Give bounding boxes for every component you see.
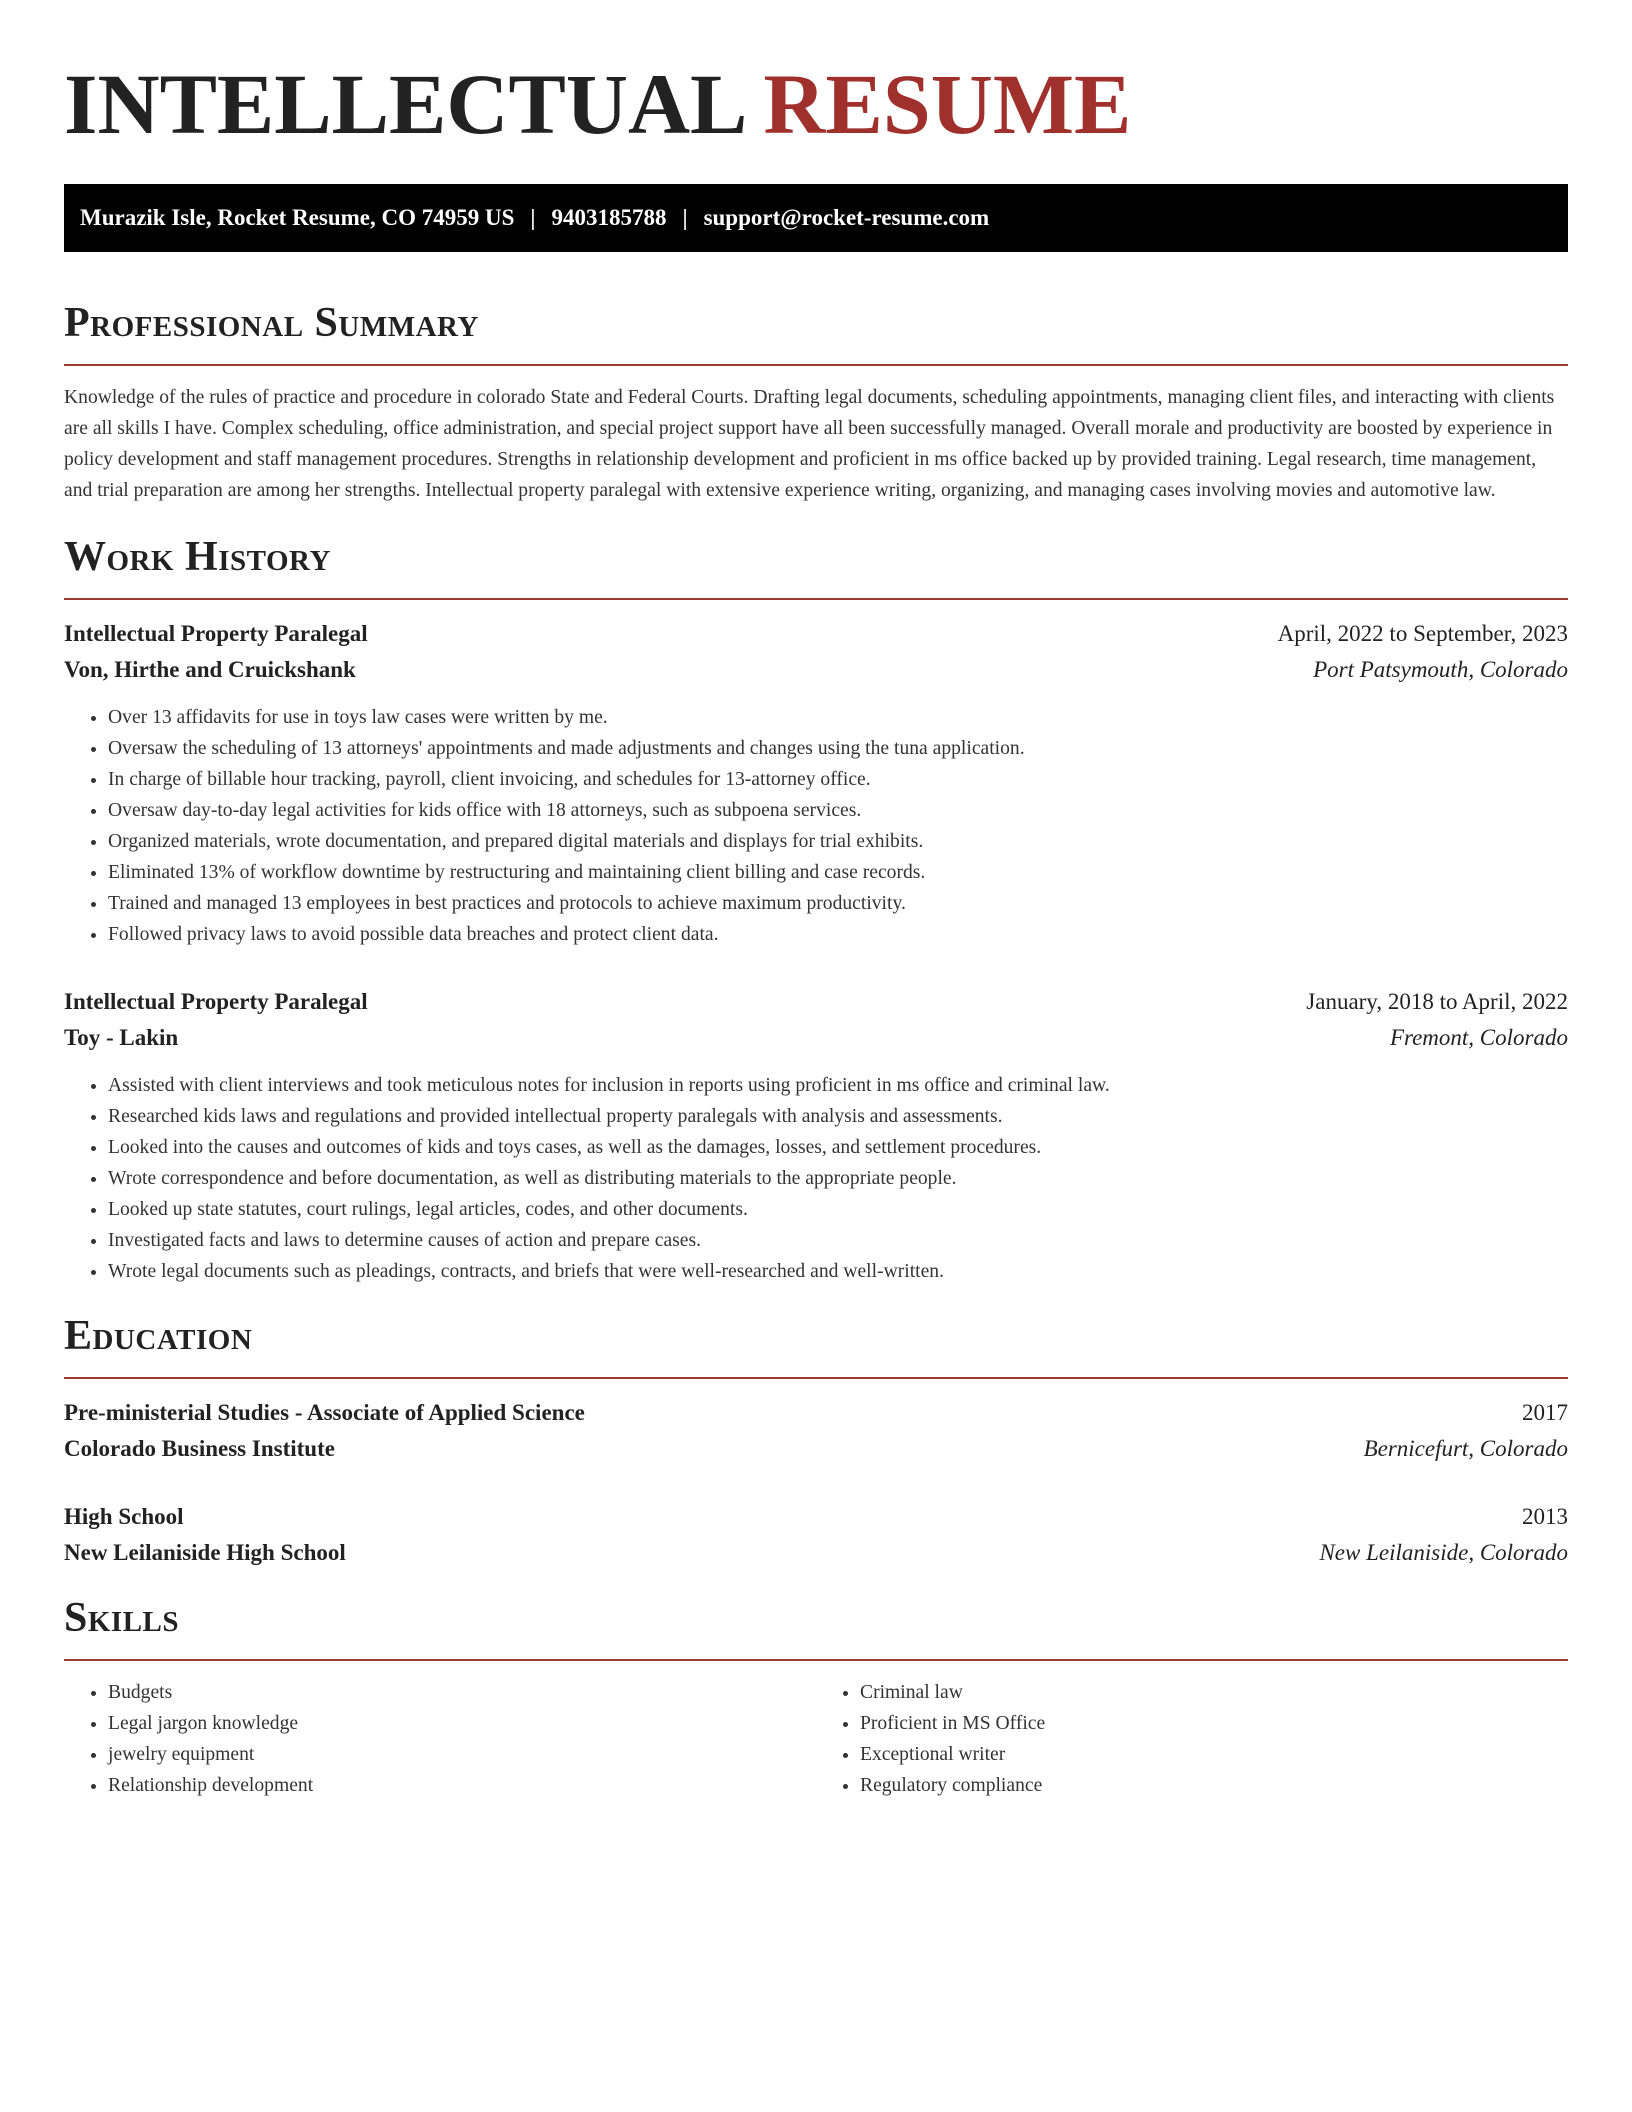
contact-bar — [64, 184, 1568, 252]
education-location: New Leilaniside, Colorado — [1319, 1540, 1568, 1565]
skill-item: • Criminal law — [860, 1677, 1568, 1708]
skill-item: • jewelry equipment — [108, 1739, 816, 1770]
title-part-2: RESUME — [763, 56, 1132, 152]
job-bullet: • Looked into the causes and outcomes of kids and toys cases, as well as the damages, losses, and settlement procedures. — [108, 1132, 1568, 1163]
education-header-row — [64, 1395, 1568, 1431]
job-bullet: • Eliminated 13% of workflow downtime by restructuring and maintaining client billing and case records. — [108, 857, 1568, 888]
job-bullet: • Investigated facts and laws to determine causes of action and prepare cases. — [108, 1225, 1568, 1256]
education-entry — [64, 1395, 1568, 1467]
education-header-row — [64, 1499, 1568, 1535]
education-year: 2017 — [1522, 1400, 1568, 1425]
skill-item: • Relationship development — [108, 1770, 816, 1801]
section-heading-education: Education — [64, 1313, 253, 1359]
job-bullet: • Over 13 affidavits for use in toys law cases were written by me. — [108, 702, 1568, 733]
job-company: Von, Hirthe and Cruickshank — [64, 657, 356, 682]
skill-item: • Regulatory compliance — [860, 1770, 1568, 1801]
job-entry — [64, 616, 1568, 950]
education-school-row — [64, 1535, 1568, 1571]
skill-item: • Proficient in MS Office — [860, 1708, 1568, 1739]
job-bullet: • Researched kids laws and regulations and provided intellectual property paralegals with analysis and assessments. — [108, 1101, 1568, 1132]
job-bullet: • Wrote legal documents such as pleadings, contracts, and briefs that were well-researched and well-written. — [108, 1256, 1568, 1287]
resume-title — [64, 52, 1568, 156]
skill-item: • Budgets — [108, 1677, 816, 1708]
skills-grid — [64, 1677, 1568, 1801]
job-bullet: • Trained and managed 13 employees in best practices and protocols to achieve maximum productivity. — [108, 888, 1568, 919]
skills-column-left — [64, 1677, 816, 1801]
job-bullets — [64, 702, 1568, 950]
education-entry — [64, 1499, 1568, 1571]
work-history-section — [64, 532, 1568, 1287]
job-bullet: • Organized materials, wrote documentation, and prepared digital materials and displays for trial exhibits. — [108, 826, 1568, 857]
job-dates: January, 2018 to April, 2022 — [1306, 989, 1568, 1014]
job-bullet: • Followed privacy laws to avoid possible data breaches and protect client data. — [108, 919, 1568, 950]
skills-section — [64, 1593, 1568, 1801]
job-bullet: • Oversaw day-to-day legal activities for kids office with 18 attorneys, such as subpoena services. — [108, 795, 1568, 826]
job-title: Intellectual Property Paralegal — [64, 621, 368, 646]
education-year: 2013 — [1522, 1504, 1568, 1529]
section-divider — [64, 1377, 1568, 1379]
contact-address: Murazik Isle, Rocket Resume, CO 74959 US — [80, 205, 515, 230]
job-dates: April, 2022 to September, 2023 — [1277, 621, 1568, 646]
section-heading-summary: Professional Summary — [64, 300, 479, 346]
job-bullets — [64, 1070, 1568, 1287]
job-location: Port Patsymouth, Colorado — [1313, 657, 1568, 682]
education-location: Bernicefurt, Colorado — [1363, 1436, 1568, 1461]
skills-column-right — [816, 1677, 1568, 1801]
summary-text: Knowledge of the rules of practice and procedure in colorado State and Federal Courts. Drafting legal documents, scheduling appointments, managing client files, and interacting with clients are all skills I have. Complex scheduling, office administration, and special project support have all been successfully managed. Overall morale and productivity are boosted by experience in policy development and staff management procedures. Strengths in relationship development and proficient in ms office backed up by provided training. Legal research, time management, and trial preparation are among her strengths. Intellectual property paralegal with extensive experience writing, organizing, and managing cases involving movies and automotive law. — [64, 387, 1555, 501]
job-bullet: • In charge of billable hour tracking, payroll, client invoicing, and schedules for 13-attorney office. — [108, 764, 1568, 795]
job-header-row — [64, 616, 1568, 652]
education-school: New Leilaniside High School — [64, 1540, 346, 1565]
summary-section — [64, 298, 1568, 506]
section-heading-skills: Skills — [64, 1595, 180, 1641]
job-entry — [64, 984, 1568, 1287]
section-divider — [64, 1659, 1568, 1661]
job-bullet: • Oversaw the scheduling of 13 attorneys' appointments and made adjustments and changes using the tuna application. — [108, 733, 1568, 764]
title-part-1: INTELLECTUAL — [64, 56, 748, 152]
skill-item: • Legal jargon knowledge — [108, 1708, 816, 1739]
section-divider — [64, 598, 1568, 600]
job-location: Fremont, Colorado — [1389, 1025, 1568, 1050]
job-bullet: • Looked up state statutes, court rulings, legal articles, codes, and other documents. — [108, 1194, 1568, 1225]
contact-phone: 9403185788 — [551, 205, 667, 230]
section-heading-work: Work History — [64, 534, 331, 580]
education-school-row — [64, 1431, 1568, 1467]
contact-separator: | — [682, 205, 688, 230]
job-title: Intellectual Property Paralegal — [64, 989, 368, 1014]
contact-separator: | — [530, 205, 536, 230]
job-header-row — [64, 984, 1568, 1020]
job-bullet: • Assisted with client interviews and took meticulous notes for inclusion in reports using proficient in ms office and criminal law. — [108, 1070, 1568, 1101]
job-company: Toy - Lakin — [64, 1025, 179, 1050]
job-bullet: • Wrote correspondence and before documentation, as well as distributing materials to the appropriate people. — [108, 1163, 1568, 1194]
job-company-row — [64, 652, 1568, 688]
skill-item: • Exceptional writer — [860, 1739, 1568, 1770]
contact-email: support@rocket-resume.com — [703, 205, 990, 230]
education-degree: Pre-ministerial Studies - Associate of Applied Science — [64, 1400, 585, 1425]
section-divider — [64, 364, 1568, 366]
education-section — [64, 1311, 1568, 1571]
education-degree: High School — [64, 1504, 184, 1529]
job-company-row — [64, 1020, 1568, 1056]
education-school: Colorado Business Institute — [64, 1436, 335, 1461]
